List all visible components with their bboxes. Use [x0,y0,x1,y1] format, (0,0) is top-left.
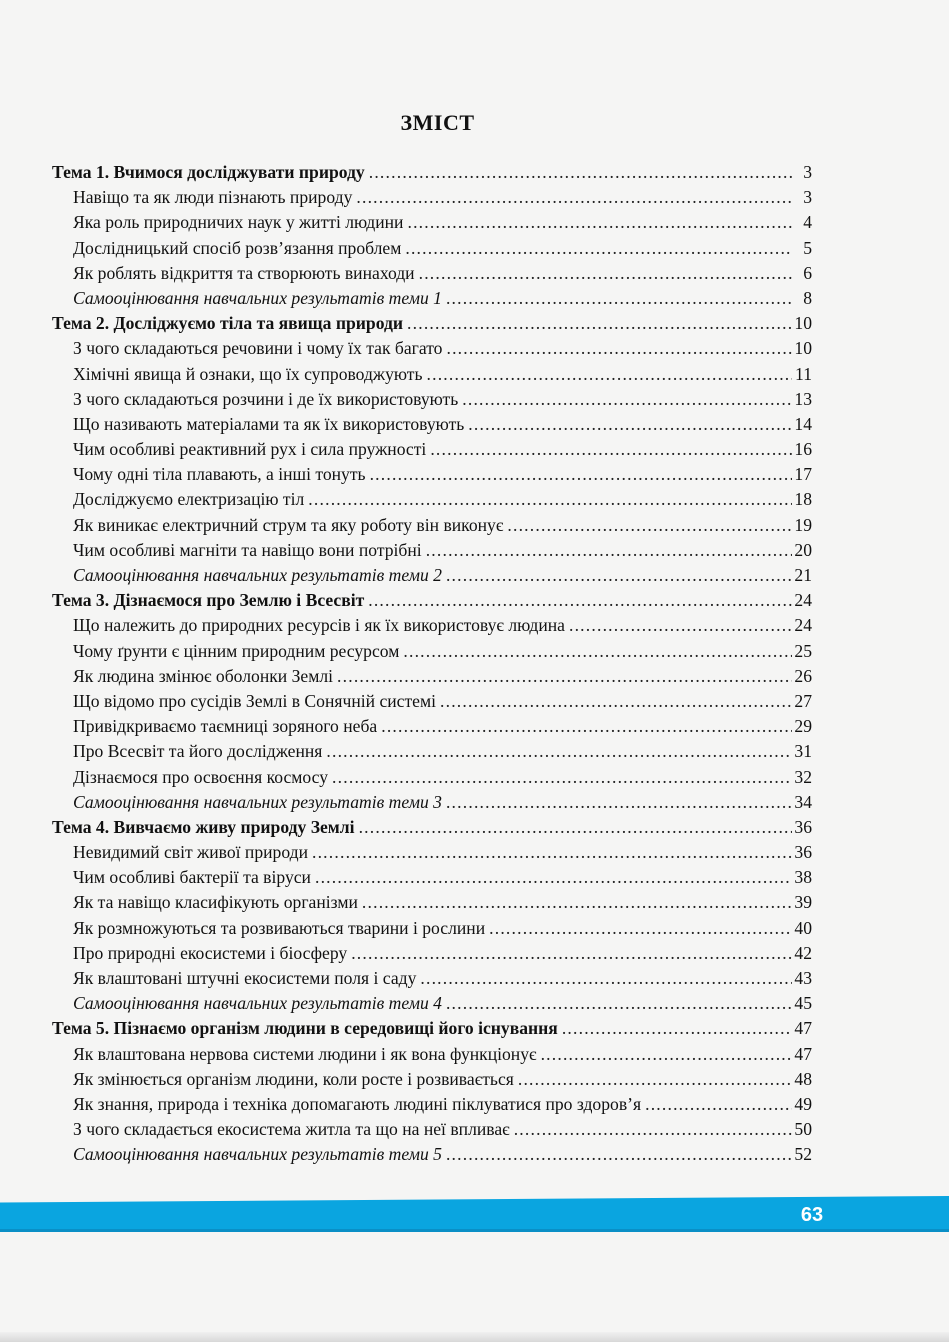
toc-page-number: 3 [803,162,812,182]
toc-dot-leader [446,286,792,311]
toc-topic-row [52,588,812,613]
toc-entry-row [52,487,812,512]
toc-dot-leader [370,462,792,487]
toc-page-number: 50 [794,1119,812,1140]
toc-page-number: 3 [803,187,812,208]
toc-dot-leader [446,991,792,1016]
toc-entry-title: З чого складаються розчини і де їх використовують [73,388,459,409]
toc-entry-title: Дізнаємося про освоєння космосу [73,766,329,787]
toc-dot-leader [426,538,792,563]
toc-self-assessment-row [52,286,812,311]
page-number: 63 [800,1204,824,1226]
toc-dot-leader [446,563,792,588]
toc-entry-title: Чим особливі реактивний рух і сила пружності [73,439,427,460]
toc-dot-leader [312,840,792,865]
toc-entry-title: Як виникає електричний струм та яку роботу він виконує [73,514,504,535]
toc-entry-row [52,538,812,563]
toc-entry-row [52,412,812,437]
toc-entry-title: Дослідницький спосіб розв’язання проблем [73,237,402,258]
toc-page-number: 26 [794,665,812,686]
toc-dot-leader [468,412,792,437]
toc-page-number: 34 [794,791,812,812]
toc-entry-title: Як та навіщо класифікують організми [73,892,358,913]
toc-entry-title: Тема 4. Вивчаємо живу природу Землі [52,816,355,837]
toc-entry-title: Як знання, природа і техніка допомагають людині піклуватися про здоров’я [73,1093,642,1114]
toc-topic-row [52,160,812,185]
toc-page-number: 36 [794,816,812,837]
toc-entry-row [52,1067,812,1092]
toc-dot-leader [446,336,792,361]
toc-page-number: 5 [803,237,812,258]
toc-dot-leader [369,160,792,185]
toc-page-number: 52 [794,1144,812,1165]
toc-entry-row [52,236,812,261]
toc-page-number: 4 [803,212,812,233]
toc-page-number: 20 [794,539,812,560]
toc-entry-row [52,639,812,664]
toc-dot-leader [430,437,792,462]
toc-dot-leader [541,1042,792,1067]
toc-dot-leader [351,941,792,966]
toc-page-number: 8 [803,287,812,308]
toc-dot-leader [507,513,792,538]
toc-page-number: 45 [794,993,812,1014]
toc-entry-title: З чого складається екосистема житла та що на неї впливає [73,1119,510,1140]
toc-dot-leader [427,362,793,387]
toc-entry-row [52,437,812,462]
toc-entry-title: Що називають матеріалами та як їх використовують [73,413,465,434]
toc-entry-title: Самооцінювання навчальних результатів теми 3 [73,791,442,812]
toc-page-number: 14 [794,413,812,434]
toc-dot-leader [326,739,792,764]
toc-entry-title: Чому ґрунти є цінним природним ресурсом [73,640,400,661]
toc-entry-title: Чому одні тіла плавають, а інші тонуть [73,464,366,485]
toc-entry-title: Невидимий світ живої природи [73,842,308,863]
toc-entry-row [52,916,812,941]
toc-dot-leader [381,714,792,739]
toc-dot-leader [359,815,792,840]
toc-entry-title: Як роблять відкриття та створюють винаходи [73,262,415,283]
toc-page-number: 6 [803,262,812,283]
toc-entry-title: Самооцінювання навчальних результатів теми 2 [73,565,442,585]
toc-entry-title: Тема 2. Досліджуємо тіла та явища природи [52,313,404,334]
toc-dot-leader [518,1067,792,1092]
toc-page-number: 49 [794,1093,812,1114]
toc-page-number: 39 [794,892,812,913]
toc-dot-leader [403,639,792,664]
toc-page-number: 16 [794,439,812,460]
toc-entry-title: Як розмножуються та розвиваються тварини і рослини [73,917,486,938]
toc-entry-row [52,387,812,412]
toc-entry-row [52,714,812,739]
toc-entry-row [52,966,812,991]
page-title: ЗМІСТ [400,110,475,135]
toc-entry-row [52,462,812,487]
toc-dot-leader [315,865,792,890]
toc-entry-row [52,689,812,714]
toc-dot-leader [569,613,792,638]
toc-dot-leader [446,1142,792,1167]
toc-page-number: 48 [794,1068,812,1089]
toc-page-number: 36 [794,842,812,863]
toc-page-number: 32 [794,766,812,787]
toc-self-assessment-row [52,991,812,1016]
toc-page-number: 24 [794,615,812,636]
toc-entry-title: Навіщо та як люди пізнають природу [73,187,353,208]
toc-dot-leader [356,185,792,210]
toc-entry-row [52,739,812,764]
toc-dot-leader [332,765,792,790]
toc-dot-leader [514,1117,792,1142]
toc-entry-row [52,362,812,387]
toc-entry-row [52,765,812,790]
toc-entry-row [52,210,812,235]
toc-entry-title: Хімічні явища й ознаки, що їх супроводжують [73,363,423,384]
toc-self-assessment-row [52,1142,812,1167]
toc-self-assessment-row [52,563,812,588]
toc-entry-title: Привідкриваємо таємниці зоряного неба [73,716,378,737]
toc-entry-title: Тема 1. Вчимося досліджувати природу [52,162,365,182]
toc-page-number: 11 [795,363,812,384]
toc-page-number: 31 [794,741,812,762]
toc-entry-row [52,664,812,689]
toc-page-number: 24 [794,590,812,611]
toc-entry-row [52,1117,812,1142]
toc-page-number: 10 [794,313,812,334]
table-of-contents [52,160,812,1168]
toc-entry-title: Як людина змінює оболонки Землі [73,665,334,686]
toc-page-number: 17 [794,464,812,485]
toc-entry-title: З чого складаються речовини і чому їх так багато [73,338,443,359]
toc-dot-leader [368,588,792,613]
toc-dot-leader [440,689,792,714]
toc-entry-title: Досліджуємо електризацію тіл [73,489,305,510]
toc-topic-row [52,1016,812,1041]
page-bottom-shade [0,1332,949,1342]
toc-entry-row [52,840,812,865]
toc-entry-title: Самооцінювання навчальних результатів теми 1 [73,287,442,308]
toc-entry-title: Самооцінювання навчальних результатів теми 5 [73,1144,442,1165]
toc-dot-leader [405,236,792,261]
toc-dot-leader [562,1016,792,1041]
toc-entry-title: Чим особливі магніти та навіщо вони потрібні [73,539,422,560]
toc-page-number: 27 [794,690,812,711]
toc-page-number: 38 [794,867,812,888]
toc-dot-leader [407,311,792,336]
toc-dot-leader [462,387,792,412]
toc-dot-leader [419,261,792,286]
toc-entry-title: Тема 3. Дізнаємося про Землю і Всесвіт [52,590,365,611]
toc-entry-title: Яка роль природничих наук у житті людини [73,212,404,233]
toc-entry-row [52,890,812,915]
toc-dot-leader [645,1092,792,1117]
toc-dot-leader [420,966,792,991]
toc-entry-title: Що належить до природних ресурсів і як їх використовує людина [73,615,565,636]
toc-entry-title: Про природні екосистеми і біосферу [73,942,348,963]
toc-page-number: 10 [794,338,812,359]
toc-dot-leader [407,210,792,235]
toc-entry-title: Чим особливі бактерії та віруси [73,867,311,888]
toc-self-assessment-row [52,790,812,815]
toc-entry-row [52,613,812,638]
toc-dot-leader [337,664,792,689]
toc-entry-row [52,865,812,890]
toc-page-number: 47 [794,1043,812,1064]
toc-dot-leader [489,916,792,941]
toc-page-number: 18 [794,489,812,510]
toc-entry-row [52,1042,812,1067]
toc-entry-row [52,1092,812,1117]
toc-page-number: 13 [794,388,812,409]
toc-entry-title: Як змінюється організм людини, коли росте і розвивається [73,1068,514,1089]
toc-page-number: 29 [794,716,812,737]
toc-entry-title: Тема 5. Пізнаємо організм людини в середовищі його існування [52,1018,558,1039]
toc-dot-leader [362,890,792,915]
toc-page-number: 21 [794,565,812,585]
toc-entry-title: Самооцінювання навчальних результатів теми 4 [73,993,442,1014]
toc-entry-row [52,185,812,210]
toc-dot-leader [446,790,792,815]
toc-entry-row [52,941,812,966]
toc-page-number: 43 [794,968,812,988]
toc-entry-row [52,261,812,286]
toc-topic-row [52,311,812,336]
toc-entry-title: Про Всесвіт та його дослідження [73,741,323,762]
toc-page-number: 42 [794,942,812,963]
toc-entry-title: Що відомо про сусідів Землі в Сонячній системі [73,690,436,711]
toc-page-number: 47 [794,1018,812,1039]
toc-page-number: 19 [794,514,812,535]
toc-topic-row [52,815,812,840]
toc-dot-leader [308,487,792,512]
toc-page-number: 25 [794,640,812,661]
toc-page-number: 40 [794,917,812,938]
toc-entry-title: Як влаштовані штучні екосистеми поля і саду [73,968,417,988]
toc-entry-row [52,336,812,361]
toc-entry-title: Як влаштована нервова системи людини і як вона функціонує [73,1043,537,1064]
toc-entry-row [52,513,812,538]
